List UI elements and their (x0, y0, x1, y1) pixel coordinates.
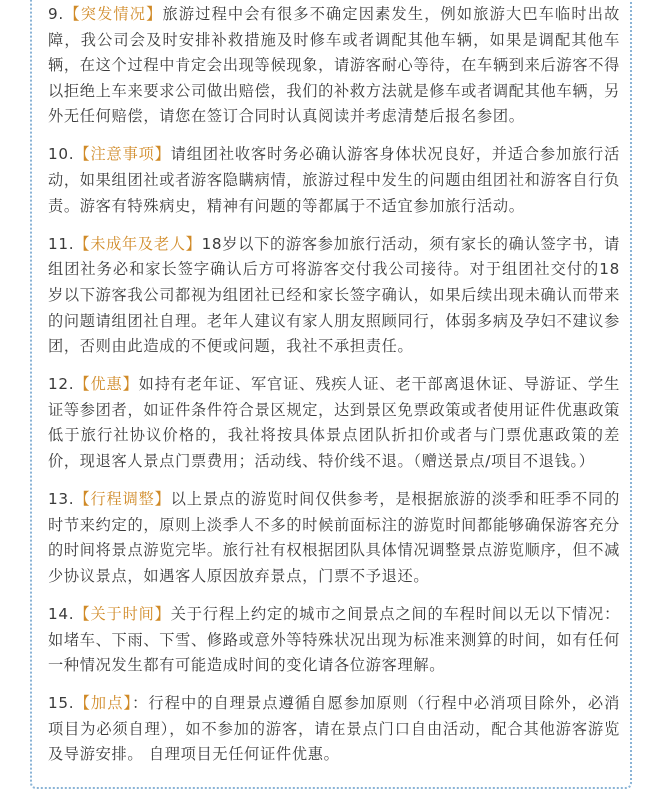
term-text: 18岁以下的游客参加旅行活动，须有家长的确认签字书，请组团社务必和家长签字确认后方可将游客交付我公司接待。对于组团社交付的18岁以下游客我公司都视为组团社已经和家长签字确认，如果后续出现未确认而带来的问题请组团社自理。老年人建议有家人朋友照顾同行，体弱多病及孕妇不建议参团，否则由此造成的不便或问题，我社不承担责任。 (48, 234, 620, 356)
term-title: 【未成年及老人】 (74, 234, 202, 253)
term-item-15 (48, 691, 620, 768)
term-text: 请组团社收客时务必确认游客身体状况良好，并适合参加旅行活动，如果组团社或者游客隐瞒病情，旅游过程中发生的问题由组团社和游客自行负责。游客有特殊病史，精神有问题的等都属于不适宜参加旅行活动。 (48, 145, 620, 215)
terms-content (48, 2, 620, 781)
term-text: 如持有老年证、军官证、残疾人证、老干部离退休证、导游证、学生证等参团者，如证件条件符合景区规定，达到景区免票政策或者使用证件优惠政策低于旅行社协议价格的，我社将按具体景点团队折扣价或者与门票优惠政策的差价，现退客人景点门票费用；活动线、特价线不退。（赠送景点/项目不退钱。） (48, 375, 620, 470)
term-text: 旅游过程中会有很多不确定因素发生，例如旅游大巴车临时出故障，我公司会及时安排补救措施及时修车或者调配其他车辆，如果是调配其他车辆，在这个过程中肯定会出现等候现象，请游客耐心等待，在车辆到来后游客不得以拒绝上车来要求公司做出赔偿，我们的补救方法就是修车或者调配其他车辆，另外无任何赔偿，请您在签订合同时认真阅读并考虑清楚后报名参团。 (48, 5, 620, 126)
term-number: 14. (48, 604, 75, 623)
term-number: 9. (48, 5, 64, 23)
term-title: 【注意事项】 (74, 145, 171, 164)
term-number: 13. (48, 490, 75, 509)
term-text: 以上景点的游览时间仅供参考，是根据旅游的淡季和旺季不同的时节来约定的，原则上淡季人不多的时候前面标注的游览时间都能够确保游客充分的时间将景点游览完毕。旅行社有权根据团队具体情况调整景点游览顺序，但不减少协议景点，如遇客人原因放弃景点，门票不予退还。 (48, 490, 620, 585)
term-number: 12. (48, 375, 75, 394)
term-item-12 (48, 372, 620, 474)
term-item-9 (48, 2, 620, 130)
term-title: 【行程调整】 (74, 490, 171, 509)
term-text: 关于行程上约定的城市之间景点之间的车程时间以无以下情况：如堵车、下雨、下雪、修路或意外等特殊状况出现为标准来测算的时间，如有任何一种情况发生都有可能造成时间的变化请各位游客理解。 (48, 604, 620, 675)
term-title: 【突发情况】 (63, 5, 163, 23)
term-number: 15. (48, 694, 75, 713)
term-item-10 (48, 142, 620, 219)
term-text: ：行程中的自理景点遵循自愿参加原则（行程中必消项目除外，必消项目为必须自理），如不参加的游客，请在景点门口自由活动，配合其他游客游览及导游安排。 自理项目无任何证件优惠。 (48, 694, 621, 764)
term-item-13 (48, 487, 620, 589)
term-number: 11. (48, 234, 75, 253)
term-title: 【关于时间】 (74, 604, 171, 623)
term-title: 【优惠】 (74, 375, 139, 394)
term-item-14 (48, 602, 620, 679)
term-title: 【加点】 (74, 694, 133, 713)
term-item-11 (48, 232, 620, 360)
term-number: 10. (48, 145, 75, 164)
